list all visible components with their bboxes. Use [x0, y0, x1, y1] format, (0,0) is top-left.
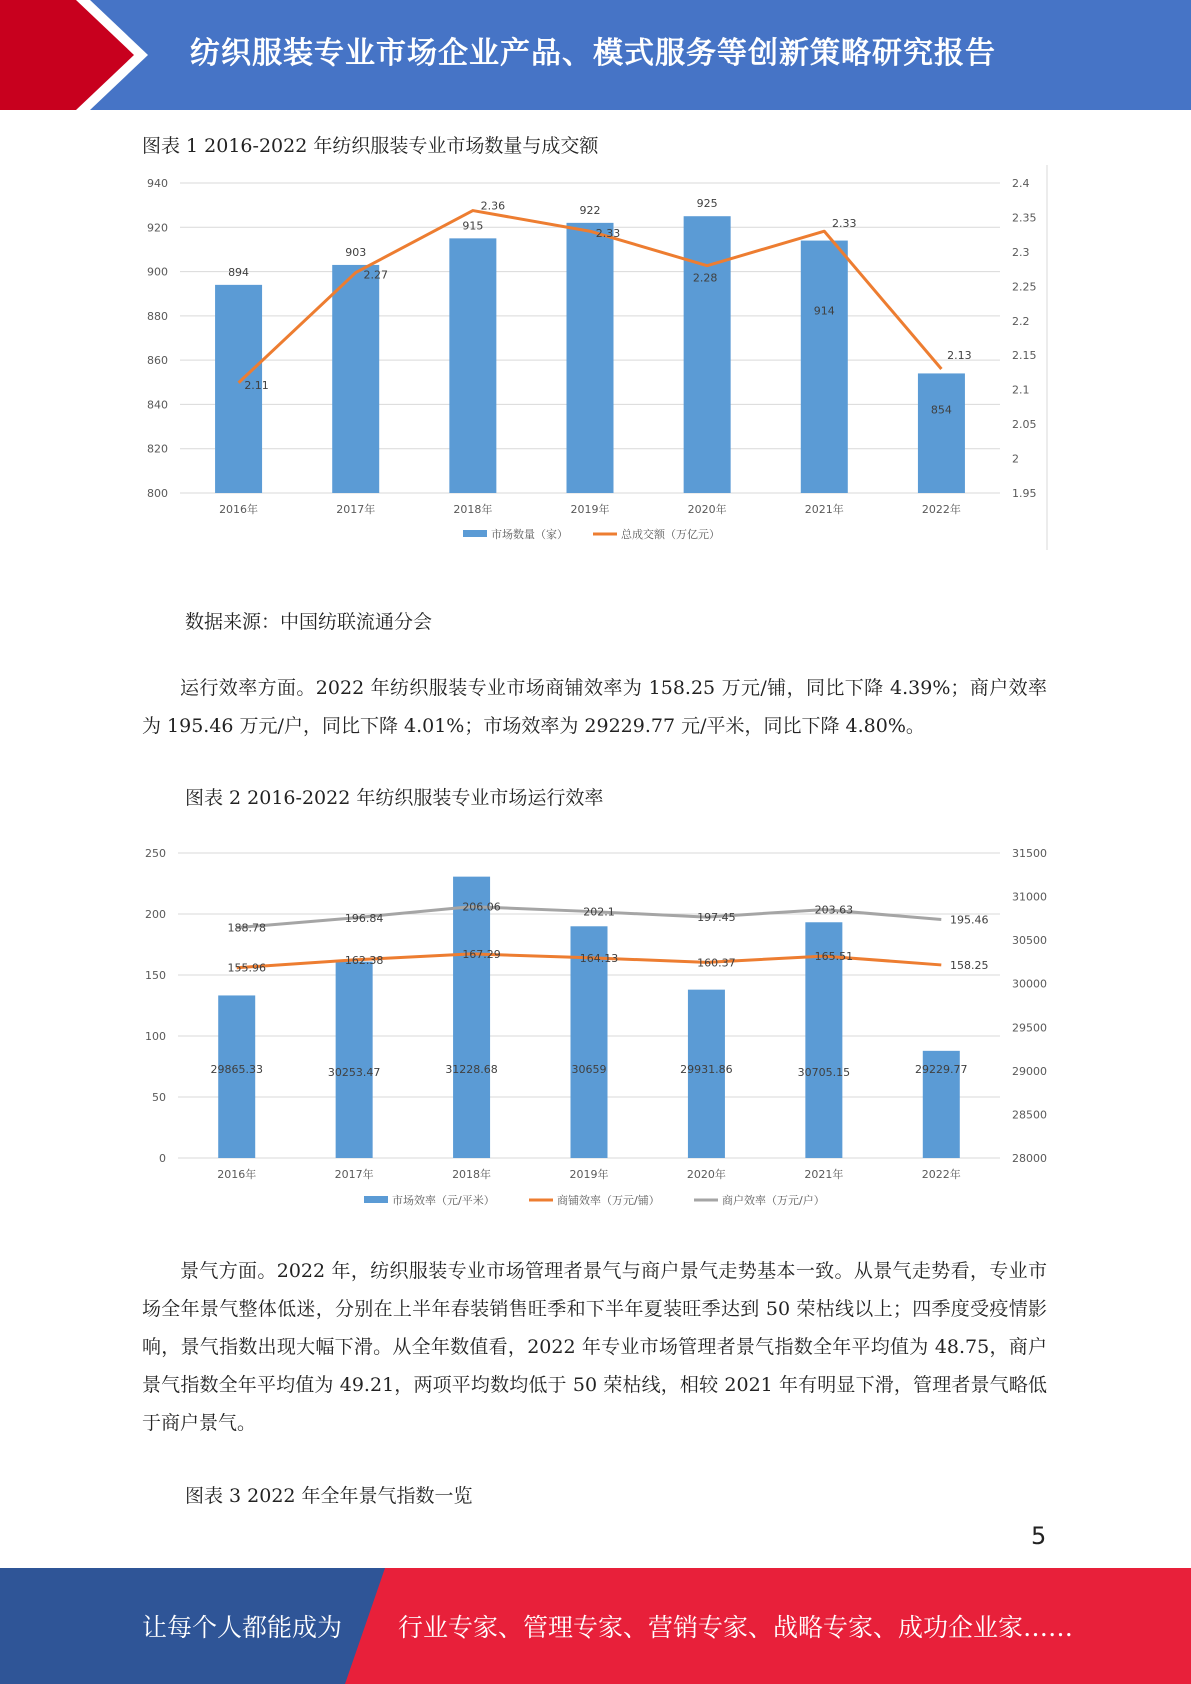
bar-data-label: 854 — [930, 403, 952, 417]
shop-data-label: 167.29 — [462, 947, 501, 961]
bar-data-label: 30705.15 — [797, 1066, 851, 1079]
x-tick-label: 2022年 — [921, 503, 961, 516]
bar — [218, 995, 255, 1158]
paragraph-sentiment: 景气方面。2022 年，纺织服装专业市场管理者景气与商户景气走势基本一致。从景气走势看，专业市场全年景气整体低迷，分别在上半年春装销售旺季和下半年夏装旺季达到 50 荣枯线以上；四季度受疫情影响，景气指数出现大幅下滑。从全年数值看，2022 年专业市场管理者景气指数全年平均值为 48.75，商户景气指数全年平均值为 49.21，两项平均数均低于 50 荣枯线，相较 2021 年有明显下滑，管理者景气略低于商户景气。 — [142, 1260, 1047, 1434]
shop-data-label: 162.38 — [344, 953, 384, 967]
y-left-tick-label: 820 — [147, 442, 168, 456]
shop-data-label: 165.51 — [814, 950, 854, 964]
y-left-tick-label: 920 — [147, 221, 168, 235]
x-tick-label: 2018年 — [452, 1168, 492, 1181]
merchant-data-label: 197.45 — [697, 911, 736, 925]
merchant-data-label: 206.06 — [462, 900, 501, 914]
y-left-tick-label: 250 — [145, 847, 166, 860]
bar — [684, 216, 731, 493]
bar-data-label: 922 — [579, 203, 601, 217]
x-tick-label: 2020年 — [687, 503, 727, 516]
y-right-tick-label: 28500 — [1012, 1108, 1047, 1122]
x-tick-label: 2018年 — [453, 503, 493, 516]
shop-data-label: 164.13 — [579, 951, 619, 965]
x-tick-label: 2021年 — [804, 503, 844, 516]
bar-data-label: 903 — [345, 245, 367, 259]
y-right-tick-label: 30500 — [1012, 934, 1047, 948]
y-right-tick-label: 29500 — [1012, 1021, 1047, 1035]
bar-data-label: 29865.33 — [210, 1063, 263, 1076]
bar-data-label: 30253.47 — [327, 1066, 381, 1079]
x-tick-label: 2016年 — [217, 1168, 257, 1181]
y-left-tick-label: 100 — [145, 1030, 166, 1043]
page-number: 5 — [1031, 1522, 1047, 1550]
y-left-tick-label: 800 — [147, 487, 168, 500]
y-right-tick-label: 2.4 — [1012, 177, 1030, 190]
y-right-tick-label: 29000 — [1012, 1064, 1047, 1078]
figure2-chart — [140, 835, 1050, 1220]
merchant-data-label: 195.46 — [950, 913, 989, 927]
bar-data-label: 894 — [228, 265, 250, 279]
line-data-label: 2.33 — [595, 227, 621, 241]
legend-swatch — [463, 530, 487, 537]
y-left-tick-label: 840 — [147, 398, 168, 412]
y-right-tick-label: 2.15 — [1012, 349, 1037, 363]
y-right-tick-label: 2 — [1012, 452, 1019, 466]
bar-data-label: 30659 — [571, 1063, 607, 1076]
merchant-data-label: 203.63 — [814, 903, 854, 917]
page-header — [0, 0, 1191, 110]
y-right-tick-label: 2.3 — [1012, 245, 1030, 259]
y-right-tick-label: 2.1 — [1012, 383, 1030, 397]
y-right-tick-label: 2.25 — [1012, 280, 1037, 294]
y-left-tick-label: 940 — [147, 177, 168, 190]
legend-label: 总成交额（万亿元） — [621, 528, 720, 541]
merchant-data-label: 196.84 — [344, 911, 384, 925]
y-right-tick-label: 2.2 — [1012, 314, 1030, 328]
bar — [332, 265, 379, 493]
bar — [336, 962, 373, 1158]
line-data-label: 2.13 — [947, 349, 972, 362]
shop-data-label: 160.37 — [697, 956, 736, 970]
footer-slogan-left: 让每个人都能成为 — [142, 1613, 343, 1642]
x-tick-label: 2019年 — [570, 503, 610, 516]
y-left-tick-label: 0 — [159, 1152, 166, 1165]
paragraph-efficiency: 运行效率方面。2022 年纺织服装专业市场商铺效率为 158.25 万元/铺，同比下降 4.39%；商户效率为 195.46 万元/户，同比下降 4.01%；市场效率为 29229.77 元/平米，同比下降 4.80%。 — [142, 677, 1047, 737]
report-title: 纺织服装专业市场企业产品、模式服务等创新策略研究报告 — [190, 36, 996, 71]
y-left-tick-label: 900 — [147, 265, 168, 279]
merchant-data-label: 188.78 — [227, 921, 266, 935]
bar-data-label: 915 — [462, 219, 484, 233]
line-data-label: 2.36 — [480, 199, 506, 213]
shop-data-label: 158.25 — [950, 958, 989, 972]
legend-label: 商铺效率（万元/铺） — [557, 1194, 660, 1207]
x-tick-label: 2017年 — [336, 503, 376, 516]
legend-label: 市场数量（家） — [491, 528, 568, 541]
y-left-tick-label: 50 — [152, 1091, 166, 1104]
y-right-tick-label: 2.35 — [1012, 211, 1037, 225]
bar — [449, 238, 496, 493]
bar-data-label: 925 — [696, 197, 718, 211]
legend-label: 商户效率（万元/户） — [722, 1194, 825, 1207]
bar — [453, 877, 490, 1158]
merchant-data-label: 202.1 — [583, 905, 615, 919]
bar-data-label: 29931.86 — [680, 1063, 733, 1076]
header-arrow-decoration — [0, 0, 160, 110]
y-left-tick-label: 150 — [145, 969, 166, 982]
y-right-tick-label: 28000 — [1012, 1152, 1047, 1165]
bar — [567, 223, 614, 493]
line-data-label: 2.28 — [692, 271, 718, 285]
bar-data-label: 31228.68 — [445, 1063, 498, 1076]
y-right-tick-label: 31500 — [1012, 847, 1047, 860]
page-footer — [0, 1568, 1191, 1684]
y-left-tick-label: 200 — [145, 908, 166, 921]
legend-label: 市场效率（元/平米） — [392, 1194, 495, 1207]
x-tick-label: 2017年 — [334, 1168, 374, 1181]
legend-swatch — [364, 1196, 388, 1203]
figure2-caption: 图表 2 2016-2022 年纺织服装专业市场运行效率 — [185, 787, 604, 809]
y-right-tick-label: 31000 — [1012, 890, 1047, 904]
y-right-tick-label: 2.05 — [1012, 418, 1037, 432]
y-left-tick-label: 880 — [147, 309, 168, 323]
bar-data-label: 29229.77 — [915, 1063, 968, 1076]
bar — [918, 373, 965, 493]
x-tick-label: 2019年 — [569, 1168, 609, 1181]
figure1-caption: 图表 1 2016-2022 年纺织服装专业市场数量与成交额 — [142, 135, 599, 157]
y-left-tick-label: 860 — [147, 354, 168, 368]
shop-data-label: 155.96 — [227, 961, 266, 975]
x-tick-label: 2021年 — [804, 1168, 844, 1181]
bar — [801, 241, 848, 493]
y-right-tick-label: 1.95 — [1012, 487, 1037, 500]
bar-data-label: 914 — [813, 304, 835, 318]
data-source: 数据来源：中国纺联流通分会 — [185, 611, 433, 633]
y-right-tick-label: 30000 — [1012, 977, 1047, 991]
x-tick-label: 2016年 — [219, 503, 259, 516]
x-tick-label: 2020年 — [686, 1168, 726, 1181]
line-data-label: 2.33 — [832, 217, 857, 231]
x-tick-label: 2022年 — [921, 1168, 961, 1181]
figure3-caption: 图表 3 2022 年全年景气指数一览 — [185, 1485, 473, 1507]
footer-slogan-right: 行业专家、管理专家、营销专家、战略专家、成功企业家…… — [398, 1613, 1074, 1642]
line-data-label: 2.11 — [244, 378, 269, 392]
line-data-label: 2.27 — [363, 268, 388, 282]
figure1-chart — [140, 165, 1050, 560]
